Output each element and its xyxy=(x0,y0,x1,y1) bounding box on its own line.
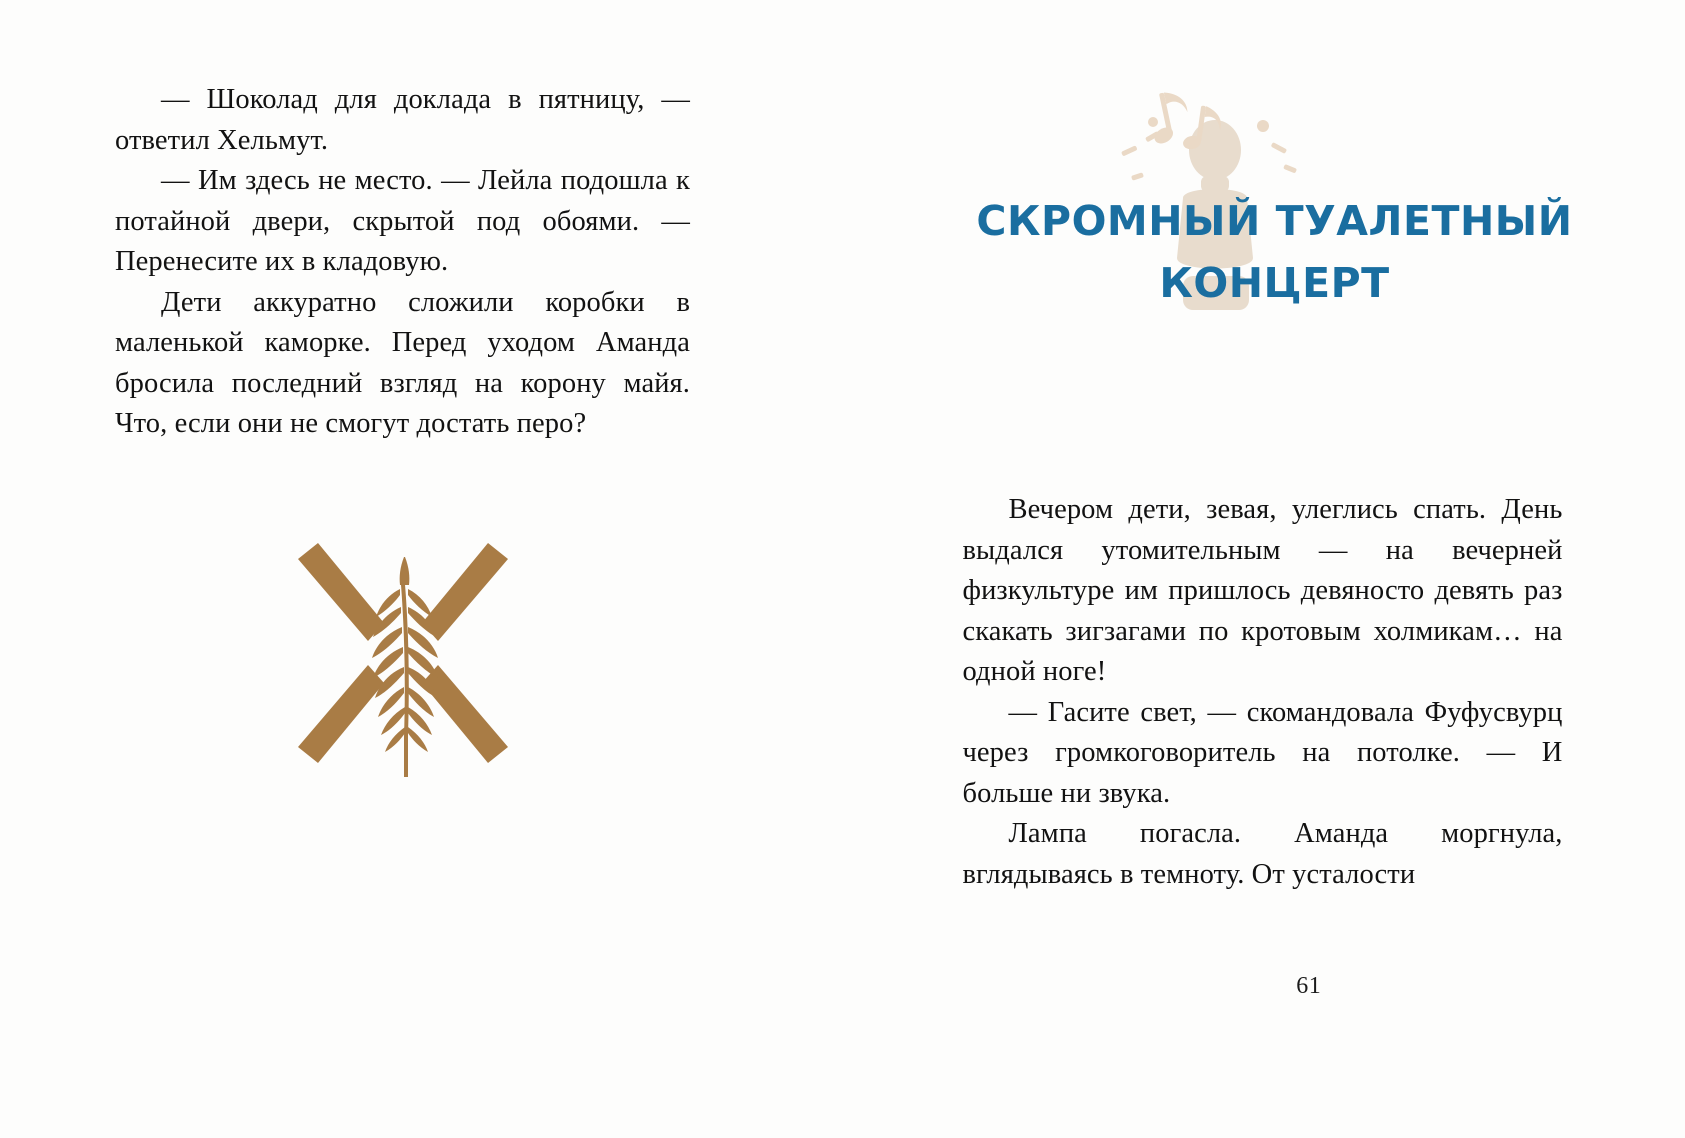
chapter-heading xyxy=(955,80,1595,380)
crossed-sticks-and-feather-ornament-icon xyxy=(115,537,690,787)
chapter-title xyxy=(955,190,1595,314)
right-text-column xyxy=(963,490,1563,895)
paragraph: — Гасите свет, — скомандовала Фуфусвурц через громкоговоритель на потолке. — И больше ни звука. xyxy=(962,696,1563,809)
paragraph: Дети аккуратно сложили коробки в маленькой каморке. Перед уходом Аманда бросила последний взгляд на корону майя. Что, если они не смогут достать перо? xyxy=(115,286,690,439)
paragraph: Вечером дети, зевая, улеглись спать. День выдался утомительным — на вечерней физкультуре им пришлось девяносто девять раз скакать зигзагами по кротовым холмикам… на одной ноге! xyxy=(962,494,1563,687)
paragraph: Лампа погасла. Аманда моргнула, вглядываясь в темноту. От усталости xyxy=(962,818,1563,890)
chapter-title-line-1: СКРОМНЫЙ ТУАЛЕТНЫЙ xyxy=(976,197,1573,245)
paragraph: — Шоколад для доклада в пятницу, — ответил Хельмут. xyxy=(115,84,690,156)
right-page xyxy=(843,0,1685,1138)
page-number-value: 61 xyxy=(1296,973,1322,999)
paragraph: — Им здесь не место. — Лейла подошла к потайной двери, скрытой под обоями. — Перенесите их в кладовую. xyxy=(115,165,690,277)
left-text-column xyxy=(115,80,690,445)
page-number xyxy=(843,973,1685,1000)
chapter-title-line-2: КОНЦЕРТ xyxy=(1159,259,1390,307)
